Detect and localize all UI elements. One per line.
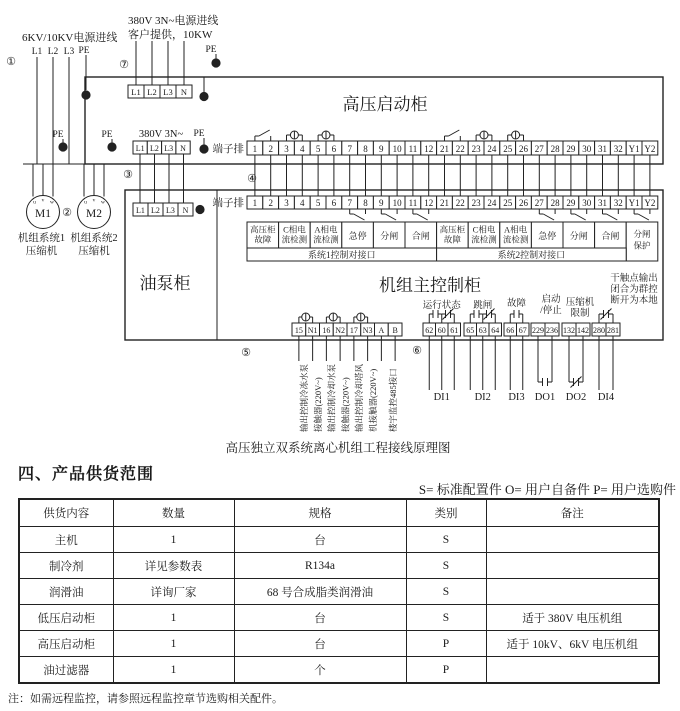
io-box-label: C相电 — [472, 224, 496, 235]
earth-ground-icon — [82, 91, 90, 99]
strip2-num: 30 — [582, 197, 592, 208]
phase-label: L1 — [31, 47, 43, 57]
lv-terminal-num: N — [180, 86, 188, 97]
switch-blade — [638, 214, 649, 220]
table-cell: 制冷剂 — [19, 553, 113, 579]
earth-ground-icon — [200, 92, 208, 100]
phase-label: L3 — [63, 47, 75, 57]
pe-label: PE — [52, 130, 64, 140]
lv-feed-line2: 客户提供，10KW — [128, 29, 213, 41]
lv-terminal-num: L2 — [147, 86, 157, 97]
strip1-num: 28 — [550, 143, 560, 154]
type-legend: S= 标准配置件 O= 用户自备件 P= 用户选购件 — [418, 482, 676, 497]
strip1-num: 12 — [424, 143, 434, 154]
table-cell: 详询厂家 — [113, 579, 234, 605]
earth-ground-icon — [196, 205, 204, 213]
strip1-num: 4 — [300, 143, 305, 154]
strip2-num: 27 — [534, 197, 544, 208]
phase-mark: w — [101, 199, 105, 206]
io-box-label: 流检测 — [471, 234, 497, 245]
strip4-num: 64 — [491, 325, 500, 335]
strip4-num: 67 — [518, 325, 527, 335]
marker-7: ⑦ — [119, 59, 129, 71]
strip3-num: B — [392, 325, 398, 335]
lv-terminal-num: L1 — [131, 86, 141, 97]
phase-mark: v — [41, 197, 45, 204]
strip1-num: 25 — [503, 143, 513, 154]
strip2-num: 2 — [268, 197, 273, 208]
table-cell: P — [406, 631, 486, 657]
table-header-row — [19, 499, 659, 527]
strip1-num: 30 — [582, 143, 592, 154]
strip2-num: 21 — [440, 197, 449, 208]
strip3-num: A — [378, 325, 385, 335]
io-box-label: 合闸 — [601, 231, 620, 241]
table-cell: 台 — [234, 527, 406, 553]
motor-caption: 压缩机 — [78, 246, 110, 257]
switch-blade — [417, 214, 428, 220]
strip1-num: 8 — [363, 143, 368, 154]
io-group-label: /停止 — [540, 306, 562, 316]
table-cell: S — [406, 527, 486, 553]
table-cell: 1 — [113, 527, 234, 553]
strip3-num: 15 — [294, 325, 303, 335]
strip2-num: 29 — [566, 197, 576, 208]
strip2-num: 9 — [379, 197, 384, 208]
io-box-label: 流检测 — [502, 234, 529, 245]
output-rotated-label: 输出控制冷却水泵 — [326, 363, 337, 432]
output-rotated-label: 接触器(220V~) — [313, 377, 323, 432]
pe-label: PE — [205, 45, 217, 55]
output-rotated-label: 输出控制冷冻水泵 — [299, 363, 309, 432]
strip3-num: 16 — [322, 325, 331, 335]
strip2-num: 10 — [392, 197, 402, 208]
strip4-num: 236 — [546, 325, 558, 335]
io-box-label: 急停 — [348, 231, 367, 241]
aux-terminal-num: N — [180, 143, 186, 153]
oilpump-terminal-num: L1 — [136, 205, 145, 215]
marker-2: ② — [62, 207, 72, 219]
main-control-cabinet-title: 机组主控制柜 — [379, 276, 481, 295]
io-group-label: 断开为本地 — [610, 296, 658, 306]
io-box-label: 故障 — [254, 234, 272, 245]
table-row — [19, 553, 659, 579]
lv-terminal-num: L3 — [163, 86, 173, 97]
io-box-label: 合闸 — [411, 231, 430, 241]
table-row — [19, 657, 659, 684]
io-group-label: 跳闸 — [473, 301, 493, 311]
io-tag-label: DI2 — [474, 392, 491, 403]
table-header-cell: 供货内容 — [19, 499, 113, 527]
section-heading: 四、产品供货范围 — [18, 464, 155, 483]
motor-caption: 机组系统1 — [17, 233, 66, 244]
hv-start-cabinet-title: 高压启动柜 — [342, 95, 428, 114]
table-row — [19, 605, 659, 631]
strip4-num: 142 — [577, 325, 589, 335]
table-cell: 台 — [234, 605, 406, 631]
strip2-num: 4 — [300, 197, 305, 208]
earth-ground-icon — [212, 59, 220, 67]
io-tag-label: DI3 — [508, 392, 525, 403]
table-row — [19, 579, 659, 605]
switch-blade — [575, 214, 586, 220]
table-cell — [486, 553, 659, 579]
phase-label: L2 — [47, 47, 59, 57]
switch-blade — [449, 130, 460, 136]
strip3-num: 17 — [349, 325, 358, 335]
motor-caption: 压缩机 — [25, 246, 58, 257]
strip4-num: 60 — [437, 325, 446, 335]
strip4-num: 229 — [532, 325, 544, 335]
io-tag-label: DO1 — [534, 392, 556, 403]
strip1-num: 6 — [331, 143, 337, 154]
strip1-num: 27 — [534, 143, 544, 154]
io-box-label: 高压柜 — [439, 224, 466, 235]
table-cell: S — [406, 553, 486, 579]
strip2-num: Y1 — [628, 197, 640, 208]
strip2-num: 7 — [347, 197, 352, 208]
strip3-num: N2 — [335, 325, 346, 335]
strip2-num: 8 — [363, 197, 368, 208]
strip1-num: 5 — [315, 143, 321, 154]
io-group-label: 闭合为群控 — [610, 285, 658, 295]
strip2-num: 6 — [331, 197, 337, 208]
strip1-num: Y1 — [628, 143, 640, 154]
strip2-num: 26 — [519, 197, 528, 208]
strip1-num: 10 — [392, 143, 402, 154]
strip2-num: 31 — [598, 197, 607, 208]
table-cell: 68 号合成脂类润滑油 — [234, 579, 406, 605]
io-box-label: 流检测 — [313, 234, 339, 245]
marker-1: ① — [6, 56, 16, 68]
marker-5: ⑤ — [241, 347, 251, 359]
earth-ground-icon — [59, 143, 67, 151]
terminal-strip-label: 端子排 — [212, 198, 244, 209]
sys1-interface-label: 系统1控制对接口 — [308, 249, 376, 260]
io-tag-label: DI4 — [597, 392, 615, 403]
strip1-num: Y2 — [644, 143, 656, 154]
table-cell: 台 — [234, 631, 406, 657]
oilpump-terminal-num: L3 — [166, 205, 175, 215]
aux-terminal-num: L3 — [164, 143, 174, 153]
strip4-num: 62 — [425, 325, 434, 335]
pe-label: PE — [101, 130, 113, 140]
strip3-num: N3 — [362, 325, 373, 335]
switch-blade — [543, 214, 554, 220]
table-header-cell: 备注 — [486, 499, 659, 527]
io-box-label: 急停 — [538, 231, 557, 241]
marker-3: ③ — [123, 169, 133, 181]
io-box-label: A相电 — [504, 224, 528, 235]
table-cell: 个 — [234, 657, 406, 684]
table-cell: 1 — [113, 631, 234, 657]
strip4-num: 281 — [607, 325, 619, 335]
strip2-num: 32 — [613, 197, 623, 208]
io-group-label: 故障 — [506, 299, 527, 309]
table-cell: S — [406, 605, 486, 631]
strip4-num: 280 — [593, 325, 605, 335]
strip2-num: 22 — [455, 197, 465, 208]
terminal-strip-label: 端子排 — [212, 144, 244, 155]
strip1-num: 3 — [284, 143, 289, 154]
table-header-cell: 数量 — [113, 499, 234, 527]
table-cell — [486, 657, 659, 684]
table-cell: 1 — [113, 605, 234, 631]
earth-ground-icon — [108, 143, 116, 151]
io-group-label: 启动 — [541, 295, 561, 305]
sys2-interface-label: 系统2控制对接口 — [497, 249, 566, 260]
table-cell: 主机 — [19, 527, 113, 553]
output-rotated-label: 接触器(220V~) — [340, 377, 351, 432]
table-cell: 详见参数表 — [113, 553, 234, 579]
strip4-num: 132 — [563, 325, 575, 335]
strip2-num: 25 — [503, 197, 513, 208]
strip1-num: 1 — [252, 143, 258, 154]
io-box-label: 分闸 — [569, 231, 588, 241]
table-cell: S — [406, 579, 486, 605]
footnote: 注：如需远程监控，请参照远程监控章节选购相关配件。 — [8, 693, 283, 705]
strip1-num: 9 — [379, 143, 384, 154]
oilpump-terminal-num: N — [182, 205, 189, 215]
table-cell: 润滑油 — [19, 579, 113, 605]
lv-feed-line1: 380V 3N~电源进线 — [128, 15, 219, 27]
strip2-num: 11 — [408, 197, 418, 208]
output-rotated-label: 输出控制冷却塔风 — [354, 363, 364, 432]
motor-m1-label: M1 — [35, 208, 51, 220]
supply-table — [18, 498, 660, 684]
aux-terminal-num: L2 — [150, 143, 159, 153]
strip1-num: 31 — [598, 143, 607, 154]
strip2-num: 3 — [284, 197, 289, 208]
output-rotated-label: 楼宇监控485接口 — [388, 368, 398, 432]
table-cell: 1 — [113, 657, 234, 684]
earth-ground-icon — [200, 145, 208, 153]
strip1-num: 32 — [613, 143, 623, 154]
strip2-num: 23 — [471, 197, 481, 208]
phase-mark: w — [50, 199, 54, 206]
table-cell: 适于 380V 电压机组 — [486, 605, 659, 631]
marker-6: ⑥ — [412, 345, 422, 357]
io-box-label: 分闸 — [380, 231, 399, 241]
motor-caption: 机组系统2 — [70, 233, 118, 244]
table-cell: P — [406, 657, 486, 684]
strip1-num: 2 — [268, 143, 273, 154]
strip1-num: 21 — [440, 143, 449, 154]
io-group-label: 压缩机 — [565, 298, 595, 308]
table-cell: 低压启动柜 — [19, 605, 113, 631]
phase-mark: u — [33, 199, 36, 206]
output-rotated-label: 机接触器(220V~) — [368, 368, 378, 432]
table-header-cell: 类别 — [406, 499, 486, 527]
io-group-label: 限制 — [570, 309, 590, 319]
table-cell: 油过滤器 — [19, 657, 113, 684]
strip1-num: 11 — [408, 143, 418, 154]
strip1-num: 29 — [566, 143, 576, 154]
strip1-num: 23 — [471, 143, 481, 154]
table-row — [19, 527, 659, 553]
io-group-label: 运行状态 — [422, 301, 461, 311]
table-cell: 高压启动柜 — [19, 631, 113, 657]
strip2-num: Y2 — [644, 197, 656, 208]
io-tag-label: DO2 — [565, 392, 587, 403]
aux-feed-title: 380V 3N~ — [138, 129, 184, 140]
strip2-num: 12 — [424, 197, 434, 208]
pe-label: PE — [78, 46, 90, 56]
io-box-label: A相电 — [314, 224, 338, 235]
table-cell — [486, 579, 659, 605]
switch-blade — [354, 214, 365, 220]
io-group-label: 干触点输出 — [610, 274, 658, 284]
table-cell: 适于 10kV、6kV 电压机组 — [486, 631, 659, 657]
strip2-num: 1 — [252, 197, 258, 208]
strip2-num: 24 — [487, 197, 497, 208]
io-box-label: 故障 — [443, 234, 461, 245]
strip4-num: 66 — [506, 325, 515, 335]
aux-terminal-num: L1 — [135, 143, 145, 153]
table-row — [19, 631, 659, 657]
strip2-num: 28 — [550, 197, 560, 208]
hv-feed-title: 6KV/10KV电源进线 — [22, 32, 118, 44]
strip4-num: 63 — [478, 325, 487, 335]
switch-blade — [607, 214, 618, 220]
phase-mark: v — [92, 197, 96, 204]
strip1-num: 24 — [487, 143, 497, 154]
strip3-num: N1 — [307, 325, 318, 335]
io-box-label: 分闸 — [633, 229, 651, 239]
strip1-num: 22 — [455, 143, 465, 154]
motor-m2-label: M2 — [86, 208, 102, 220]
switch-blade — [385, 214, 396, 220]
io-box-label: C相电 — [283, 224, 306, 235]
table-cell: R134a — [234, 553, 406, 579]
table-header-cell: 规格 — [234, 499, 406, 527]
diagram-caption: 高压独立双系统离心机组工程接线原理图 — [225, 441, 451, 455]
io-tag-label: DI1 — [433, 392, 450, 403]
marker-4: ④ — [247, 173, 257, 185]
strip2-num: 5 — [315, 197, 321, 208]
io-box-label: 高压柜 — [250, 224, 276, 235]
phase-mark: u — [84, 199, 87, 206]
strip4-num: 65 — [466, 325, 475, 335]
io-box-label: 流检测 — [281, 234, 308, 245]
strip1-num: 26 — [519, 143, 528, 154]
strip4-num: 61 — [450, 325, 459, 335]
strip1-num: 7 — [347, 143, 352, 154]
io-box-label: 保护 — [633, 240, 651, 251]
table-cell — [486, 527, 659, 553]
pe-label: PE — [193, 129, 205, 139]
oil-pump-cabinet-title: 油泵柜 — [139, 274, 191, 293]
switch-blade — [259, 130, 270, 136]
oilpump-terminal-num: L2 — [151, 205, 160, 215]
